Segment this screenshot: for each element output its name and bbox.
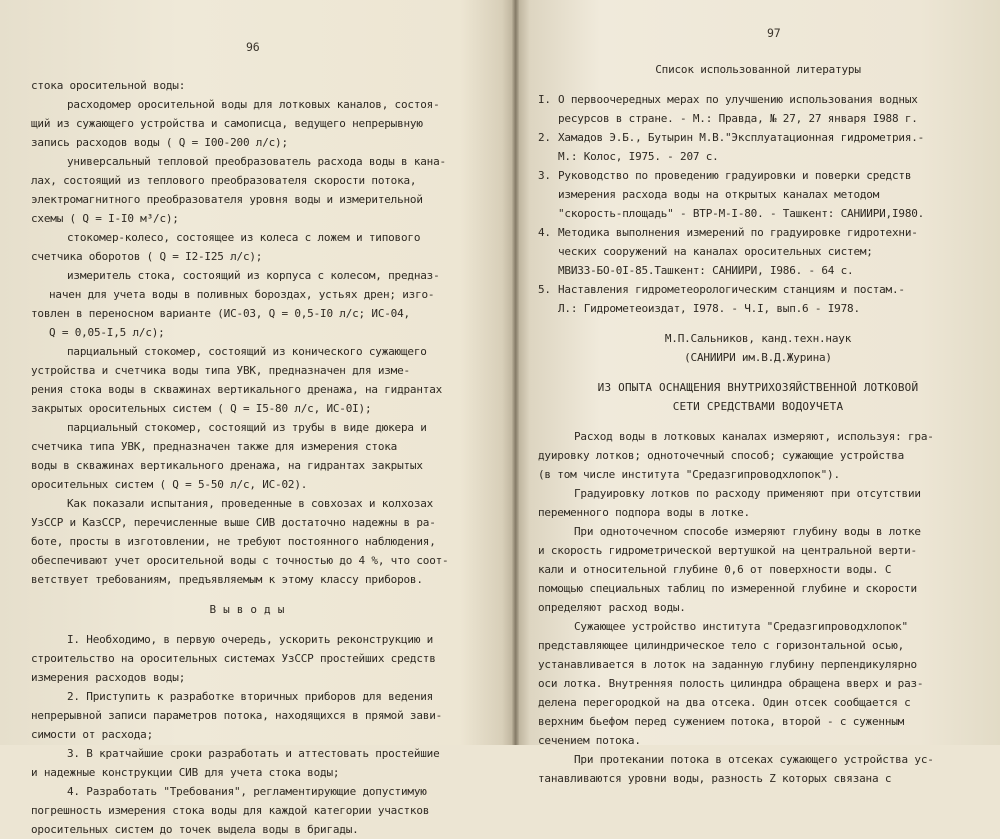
text-line: Как показали испытания, проведенные в совхозах и колхозах — [67, 497, 434, 510]
right-page — [519, 0, 1000, 785]
text-line: электромагнитного преобразователя уровня воды и измерительной — [31, 193, 423, 206]
reference-text: ческих сооружений на каналах оросительных систем; — [558, 245, 873, 258]
conclusion-line: симости от расхода; — [31, 728, 154, 741]
body-line: дуировку лотков; одноточечный способ; сужающие устройства — [538, 449, 905, 462]
reference-text: Методика выполнения измерений по градуировке гидротехни- — [558, 226, 918, 239]
body-line: представляющее цилиндрическое тело с горизонтальной осью, — [538, 639, 905, 652]
body-line: верхним бьефом перед сужением потока, второй - с суженным — [538, 715, 905, 728]
reference-line — [538, 90, 978, 109]
conclusions-heading: В ы в о д ы — [209, 603, 285, 616]
reference-line — [538, 185, 978, 204]
reference-text: Хамадов Э.Б., Бутырин М.В."Эксплуатационная гидрометрия.- — [558, 131, 925, 144]
reference-line — [538, 223, 978, 242]
conclusion-line: строительство на оросительных системах УзССР простейших средств — [31, 652, 436, 665]
book-gutter — [512, 0, 519, 745]
reference-number: 3. — [538, 169, 551, 182]
author-block — [538, 329, 978, 367]
body-line: переменного подпора воды в лотке. — [538, 506, 750, 519]
reference-text: М.: Колос, I975. - 207 с. — [558, 150, 719, 163]
text-line: расходомер оросительной воды для лотковых каналов, состоя- — [67, 98, 440, 111]
reference-text: Руководство по проведению градуировки и поверки средств — [558, 169, 912, 182]
reference-line — [538, 261, 978, 280]
reference-line — [538, 166, 978, 185]
reference-number — [538, 185, 558, 204]
conclusion-line: и надежные конструкции СИВ для учета стока воды; — [31, 766, 340, 779]
reference-text: Наставления гидрометеорологическим станциям и постам.- — [558, 283, 905, 296]
references-list — [538, 90, 978, 318]
reference-text: ресурсов в стране. - М.: Правда, № 27, 27 января I988 г. — [558, 112, 918, 125]
text-line: схемы ( Q = I-I0 м³/с); — [31, 212, 179, 225]
reference-number — [538, 109, 558, 128]
text-line: обеспечивают учет оросительной воды с точностью до 4 %, что соот- — [31, 554, 449, 567]
body-line: оси лотка. Внутренняя полость цилиндра обращена вверх и раз- — [538, 677, 924, 690]
body-line: сечением потока. — [538, 734, 641, 747]
reference-number: I. — [538, 93, 551, 106]
reference-line — [538, 109, 978, 128]
body-line: Расход воды в лотковых каналах измеряют, используя: гра- — [574, 430, 934, 443]
author-line: М.П.Сальников, канд.техн.наук — [664, 332, 852, 345]
text-line: парциальный стокомер, состоящий из трубы в виде дюкера и — [67, 421, 427, 434]
body-line: При одноточечном способе измеряют глубину воды в лотке — [574, 525, 921, 538]
text-line: щий из сужающего устройства и самописца, ведущего непрерывную — [31, 117, 423, 130]
text-line: воды в скважинах вертикального дренажа, на гидрантах закрытых — [31, 459, 423, 472]
page-number-left: 96 — [246, 40, 260, 54]
text-line: запись расходов воды ( Q = I00-200 л/с); — [31, 136, 288, 149]
reference-line — [538, 147, 978, 166]
reference-text: Л.: Гидрометеоиздат, I978. - Ч.I, вып.6 - I978. — [558, 302, 860, 315]
body-line: и скорость гидрометрической вертушкой на центральной верти- — [538, 544, 917, 557]
body-line: При протекании потока в отсеках сужающего устройства ус- — [574, 753, 934, 766]
conclusion-line: I. Необходимо, в первую очередь, ускорить реконструкцию и — [67, 633, 434, 646]
text-line: оросительных систем ( Q = 5-50 л/с, ИС-02). — [31, 478, 308, 491]
body-line: Градуировку лотков по расходу применяют при отсутствии — [574, 487, 921, 500]
reference-line — [538, 242, 978, 261]
reference-line — [538, 299, 978, 318]
article-title-line: СЕТИ СРЕДСТВАМИ ВОДОУЧЕТА — [672, 400, 844, 413]
reference-line — [538, 128, 978, 147]
reference-number: 4. — [538, 226, 551, 239]
text-line: боте, просты в изготовлении, не требуют постоянного наблюдения, — [31, 535, 436, 548]
conclusion-line: 3. В кратчайшие сроки разработать и аттестовать простейшие — [67, 747, 440, 760]
page-number-right: 97 — [767, 26, 781, 40]
conclusion-line: непрерывной записи параметров потока, находящихся в прямой зави- — [31, 709, 443, 722]
reference-line — [538, 280, 978, 299]
reference-number — [538, 147, 558, 166]
text-line: ветствует требованиям, предъявляемым к этому классу приборов. — [31, 573, 423, 586]
reference-number — [538, 261, 558, 280]
conclusion-line: оросительных систем до точек выдела воды в бригады. — [31, 823, 359, 836]
reference-number — [538, 299, 558, 318]
conclusion-line: измерения расходов воды; — [31, 671, 186, 684]
body-line: устанавливается в лоток на заданную глубину перпендикулярно — [538, 658, 917, 671]
text-line: измеритель стока, состоящий из корпуса с колесом, предназ- — [67, 269, 440, 282]
left-page-text — [31, 76, 463, 839]
references-heading: Список использованной литературы — [655, 63, 861, 76]
reference-text: О первоочередных мерах по улучшению использования водных — [558, 93, 918, 106]
conclusion-line: погрешность измерения стока воды для каждой категории участков — [31, 804, 430, 817]
conclusion-line: 4. Разработать "Требования", регламентирующие допустимую — [67, 785, 427, 798]
reference-number — [538, 204, 558, 223]
body-line: помощью специальных таблиц по измеренной глубине и скорости — [538, 582, 917, 595]
right-page-text — [538, 60, 978, 788]
reference-number: 2. — [538, 131, 551, 144]
author-line: (САНИИРИ им.В.Д.Журина) — [684, 351, 832, 364]
text-line: стока оросительной воды: — [31, 79, 186, 92]
text-line: счетчика оборотов ( Q = I2-I25 л/с); — [31, 250, 263, 263]
article-body — [538, 427, 978, 788]
text-line: закрытых оросительных систем ( Q = I5-80 л/с, ИС-0I); — [31, 402, 372, 415]
text-line: устройства и счетчика воды типа УВК, предназначен для изме- — [31, 364, 410, 377]
article-title — [538, 378, 978, 416]
conclusion-line: 2. Приступить к разработке вторичных приборов для ведения — [67, 690, 434, 703]
left-body — [31, 76, 463, 589]
body-line: определяют расход воды. — [538, 601, 686, 614]
body-line: танавливаются уровни воды, разность Z которых связана с — [538, 772, 892, 785]
text-line: товлен в переносном варианте (ИС-03, Q = 0,5-I0 л/с; ИС-04, — [31, 307, 410, 320]
text-line: УзССР и КазССР, перечисленные выше СИВ достаточно надежны в ра- — [31, 516, 436, 529]
reference-text: измерения расхода воды на открытых каналах методом — [558, 188, 880, 201]
text-line: лах, состоящий из теплового преобразователя скорости потока, — [31, 174, 417, 187]
text-line: Q = 0,05-I,5 л/с); — [49, 326, 165, 339]
article-title-line: ИЗ ОПЫТА ОСНАЩЕНИЯ ВНУТРИХОЗЯЙСТВЕННОЙ ЛОТКОВОЙ — [597, 381, 919, 394]
reference-line — [538, 204, 978, 223]
text-line: стокомер-колесо, состоящее из колеса с ложем и типового — [67, 231, 421, 244]
reference-text: МВИЗЗ-БО-0I-85.Ташкент: САНИИРИ, I986. - 64 с. — [558, 264, 854, 277]
body-line: кали и относительной глубине 0,6 от поверхности воды. С — [538, 563, 892, 576]
reference-number — [538, 242, 558, 261]
text-line: парциальный стокомер, состоящий из конического сужающего — [67, 345, 427, 358]
body-line: (в том числе института "Средазгипроводхлопок"). — [538, 468, 840, 481]
conclusions-list — [31, 630, 463, 839]
text-line: начен для учета воды в поливных бороздах, устьях дрен; изго- — [49, 288, 435, 301]
reference-text: "скорость-площадь" - ВТР-М-I-80. - Ташкент: САНИИРИ,I980. — [558, 207, 925, 220]
text-line: счетчика типа УВК, предназначен также для измерения стока — [31, 440, 398, 453]
body-line: Сужающее устройство института "Средазгипроводхлопок" — [574, 620, 908, 633]
reference-number: 5. — [538, 283, 551, 296]
text-line: рения стока воды в скважинах вертикального дренажа, на гидрантах — [31, 383, 443, 396]
text-line: универсальный тепловой преобразователь расхода воды в кана- — [67, 155, 446, 168]
body-line: делена перегородкой на два отсека. Один отсек сообщается с — [538, 696, 911, 709]
